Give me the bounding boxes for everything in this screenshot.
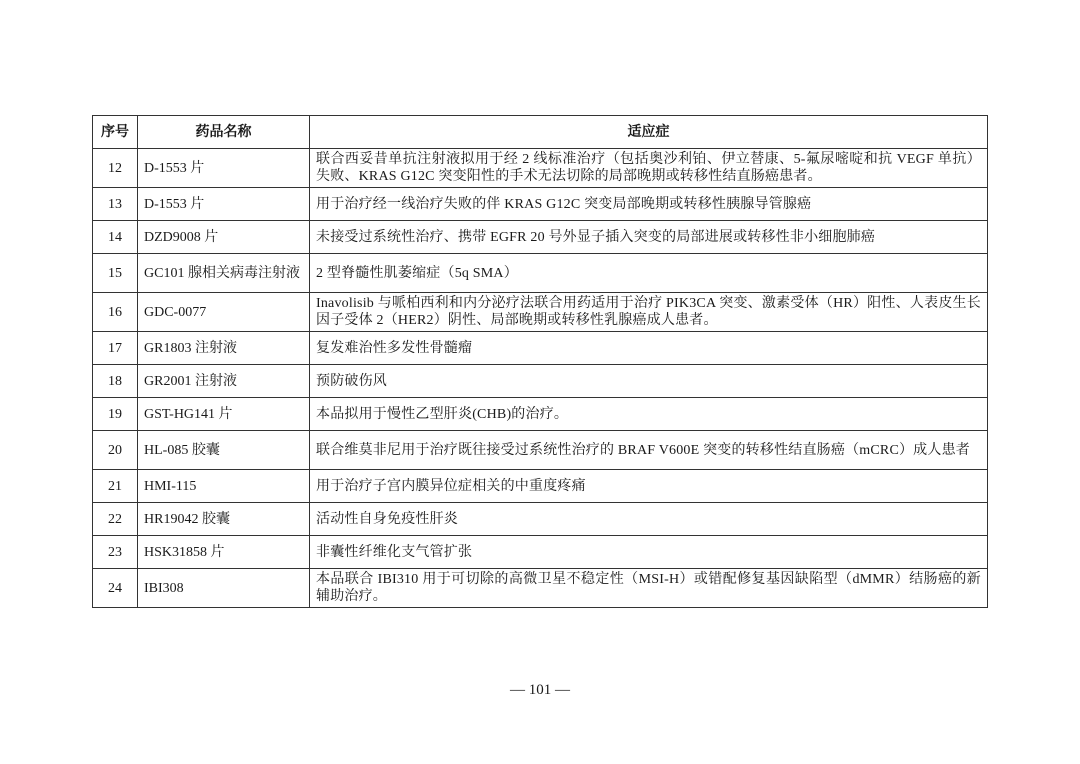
row-number: 17	[93, 332, 138, 365]
indication: 未接受过系统性治疗、携带 EGFR 20 号外显子插入突变的局部进展或转移性非小细胞肺癌	[310, 221, 988, 254]
row-number: 14	[93, 221, 138, 254]
drug-name: HMI-115	[138, 470, 310, 503]
indication: 非囊性纤维化支气管扩张	[310, 536, 988, 569]
drug-name: DZD9008 片	[138, 221, 310, 254]
drug-name: GR1803 注射液	[138, 332, 310, 365]
table-row	[93, 221, 988, 254]
indication: 预防破伤风	[310, 365, 988, 398]
indication: 本品联合 IBI310 用于可切除的高微卫星不稳定性（MSI-H）或错配修复基因缺陷型（dMMR）结肠癌的新辅助治疗。	[310, 569, 988, 608]
drug-name: GST-HG141 片	[138, 398, 310, 431]
table-row	[93, 503, 988, 536]
table-row	[93, 569, 988, 608]
indication: 活动性自身免疫性肝炎	[310, 503, 988, 536]
drug-name: D-1553 片	[138, 149, 310, 188]
drug-name: D-1553 片	[138, 188, 310, 221]
row-number: 21	[93, 470, 138, 503]
table-header-row	[93, 116, 988, 149]
page-number: — 101 —	[510, 682, 570, 698]
table-row	[93, 254, 988, 293]
row-number: 20	[93, 431, 138, 470]
drug-name: HL-085 胶囊	[138, 431, 310, 470]
table-row	[93, 365, 988, 398]
table-row	[93, 149, 988, 188]
drug-name: HSK31858 片	[138, 536, 310, 569]
row-number: 13	[93, 188, 138, 221]
indication: 2 型脊髓性肌萎缩症（5q SMA）	[310, 254, 988, 293]
row-number: 19	[93, 398, 138, 431]
table-row	[93, 536, 988, 569]
table-row	[93, 431, 988, 470]
table-row	[93, 293, 988, 332]
drug-name: GC101 腺相关病毒注射液	[138, 254, 310, 293]
indication: 本品拟用于慢性乙型肝炎(CHB)的治疗。	[310, 398, 988, 431]
table-row	[93, 188, 988, 221]
header-number: 序号	[93, 116, 138, 149]
table-row	[93, 470, 988, 503]
indication: 联合西妥昔单抗注射液拟用于经 2 线标准治疗（包括奥沙利铂、伊立替康、5-氟尿嘧啶和抗 VEGF 单抗）失败、KRAS G12C 突变阳性的手术无法切除的局部晚期或转移性结直肠癌患者。	[310, 149, 988, 188]
drug-name: GDC-0077	[138, 293, 310, 332]
drug-name: IBI308	[138, 569, 310, 608]
row-number: 23	[93, 536, 138, 569]
row-number: 22	[93, 503, 138, 536]
indication: 用于治疗子宫内膜异位症相关的中重度疼痛	[310, 470, 988, 503]
table-row	[93, 398, 988, 431]
header-drug-name: 药品名称	[138, 116, 310, 149]
header-indication: 适应症	[310, 116, 988, 149]
row-number: 12	[93, 149, 138, 188]
row-number: 15	[93, 254, 138, 293]
table-row	[93, 332, 988, 365]
indication: 复发难治性多发性骨髓瘤	[310, 332, 988, 365]
row-number: 18	[93, 365, 138, 398]
drug-table	[92, 115, 988, 608]
indication: Inavolisib 与哌柏西利和内分泌疗法联合用药适用于治疗 PIK3CA 突变、激素受体（HR）阳性、人表皮生长因子受体 2（HER2）阴性、局部晚期或转移性乳腺癌成人患者。	[310, 293, 988, 332]
indication: 用于治疗经一线治疗失败的伴 KRAS G12C 突变局部晚期或转移性胰腺导管腺癌	[310, 188, 988, 221]
row-number: 16	[93, 293, 138, 332]
drug-name: HR19042 胶囊	[138, 503, 310, 536]
row-number: 24	[93, 569, 138, 608]
drug-name: GR2001 注射液	[138, 365, 310, 398]
indication: 联合维莫非尼用于治疗既往接受过系统性治疗的 BRAF V600E 突变的转移性结直肠癌（mCRC）成人患者	[310, 431, 988, 470]
